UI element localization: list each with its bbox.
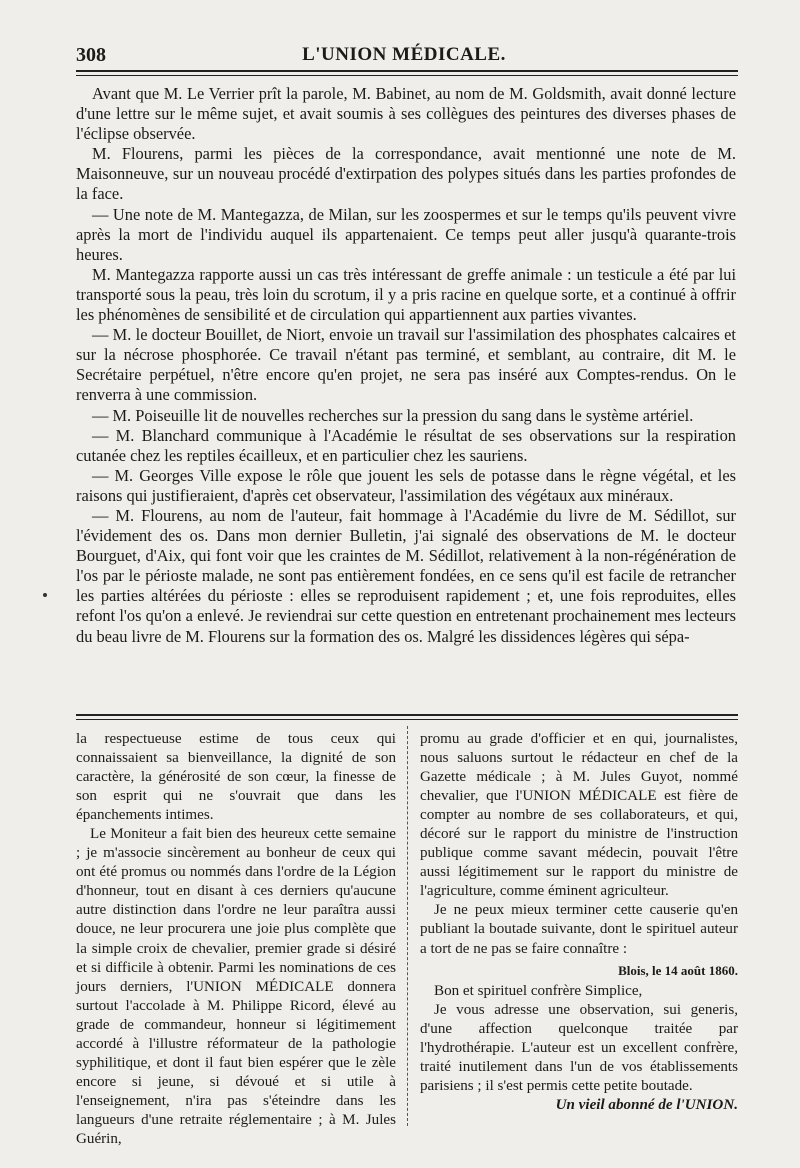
- margin-mark: [43, 593, 47, 597]
- paragraph: — Une note de M. Mantegazza, de Milan, sur les zoospermes et sur le temps qu'ils peuvent vivre après la mort de l'individu auquel ils appartenaient. Ce temps peut aller jusqu'à quarante-trois heures.: [76, 204, 736, 264]
- paragraph: — M. Blanchard communique à l'Académie le résultat de ses observations sur la respiration cutanée chez les reptiles écailleux, et en particulier chez les sauriens.: [76, 425, 736, 465]
- paragraph: la respectueuse estime de tous ceux qui connaissaient sa bienveillance, la dignité de son caractère, la générosité de son cœur, la finesse de son esprit qui ne s'ouvrait que dans les épanchements intimes.: [76, 731, 396, 824]
- paragraph: M. Mantegazza rapporte aussi un cas très intéressant de greffe animale : un testicule a été par lui transporté sous la peau, très loin du scrotum, il y a pris racine en quelque sorte, et a continué à offrir les phénomènes de sensibilité et de circulation qui appartiennent aux parties vivantes.: [76, 264, 736, 325]
- running-title: L'UNION MÉDICALE.: [302, 44, 506, 65]
- letter-signature: Un vieil abonné de l'UNION.: [555, 1096, 738, 1113]
- paragraph: — M. Georges Ville expose le rôle que jouent les sels de potasse dans le règne végétal, et les raisons qui justifieraient, d'après cet observateur, l'assimilation des végétaux aux minéraux.: [76, 465, 736, 505]
- paragraph: — M. le docteur Bouillet, de Niort, envoie un travail sur l'assimilation des phosphates calcaires et sur la nécrose phosphorée. Ce travail n'étant pas terminé, et semblant, au contraire, dit M. le Secrétaire perpétuel, n'être encore qu'en projet, ne sera pas inséré aux Comptes-rendus. On le renverra à une commission.: [76, 325, 736, 405]
- paragraph: Je ne peux mieux terminer cette causerie qu'en publiant la boutade suivante, dont le spirituel auteur a tort de ne pas se faire connaître :: [420, 902, 738, 957]
- column-divider: [407, 726, 408, 1126]
- feuilleton-right-column: [420, 730, 738, 1115]
- letter-dateline: Blois, le 14 août 1860.: [618, 962, 738, 978]
- letter-salutation: Bon et spirituel confrère Simplice,: [434, 982, 643, 999]
- page-number: 308: [76, 44, 106, 66]
- paragraph: — M. Poiseuille lit de nouvelles recherches sur la pression du sang dans le système artériel.: [92, 405, 694, 425]
- page-header: [76, 42, 732, 68]
- paragraph: Je vous adresse une observation, sui generis, d'une affection quelconque traitée par l'hydrothérapie. L'auteur est un excellent confrère, traité inutilement dans l'un de vos établissements parisiens ; il s'est permis cette petite boutade.: [420, 1001, 738, 1094]
- paragraph: Avant que M. Le Verrier prît la parole, M. Babinet, au nom de M. Goldsmith, avait donné lecture d'une lettre sur le même sujet, et avait soumis à ses collègues des peintures des diverses phases de l'éclipse observée.: [76, 84, 736, 144]
- feuilleton-rule: [76, 714, 738, 720]
- main-article: [76, 84, 736, 647]
- header-rule: [76, 70, 738, 76]
- paragraph: M. Flourens, parmi les pièces de la correspondance, avait mentionné une note de M. Maisonneuve, sur un nouveau procédé d'extirpation des polypes situés dans les parties profondes de la face.: [76, 144, 736, 204]
- paragraph: — M. Flourens, au nom de l'auteur, fait hommage à l'Académie du livre de M. Sédillot, sur l'évidement des os. Dans mon dernier Bulletin, j'ai signalé des observations de M. le docteur Bourguet, d'Aix, qui font voir que les craintes de M. Sédillot, relativement à la non-régénération de l'os par le périoste malade, ne sont pas entièrement fondées, en ce sens qu'il est facile de retrancher les parties altérées du périoste : elles se reproduisent rapidement ; et, une fois reproduites, elles refont l'os qu'on a enlevé. Je reviendrai sur cette question en entretenant prochainement mes lecteurs du beau livre de M. Flourens sur la formation des os. Malgré les dissidences légères qui sépa-: [76, 505, 736, 646]
- feuilleton-left-column: [76, 730, 396, 1149]
- paragraph: promu au grade d'officier et en qui, journalistes, nous saluons surtout le rédacteur en chef de la Gazette médicale ; à M. Jules Guyot, nommé chevalier, que l'UNION MÉDICALE est fière de compter au nombre de ses collaborateurs, et qui, décoré sur le rapport du ministre de l'instruction publique comme savant médecin, pouvait l'être aussi légitimement sur le rapport du ministre de l'agriculture, comme éminent agriculteur.: [420, 731, 738, 900]
- paragraph: Le Moniteur a fait bien des heureux cette semaine ; je m'associe sincèrement au bonheur de ceux qui ont été promus ou nommés dans l'ordre de la Légion d'honneur, tout en disant à ces derniers qu'aucune autre distinction dans l'ordre ne leur paraîtra aussi douce, ne leur procurera une joie plus complète que la simple croix de chevalier, premier grade si désiré et si difficile à obtenir. Parmi les nominations de ces jours derniers, l'UNION MÉDICALE donnera surtout l'accolade à M. Philippe Ricord, élevé au grade de commandeur, honneur si légitimement accordé à l'illustre réformateur de la pathologie syphilitique, et dont il faut bien espérer que le zèle encore si jeune, si dévoué et si utile à l'enseignement, n'ira pas s'éteindre dans les langueurs d'une retraite réglementaire ; à M. Jules Guérin,: [76, 826, 396, 1147]
